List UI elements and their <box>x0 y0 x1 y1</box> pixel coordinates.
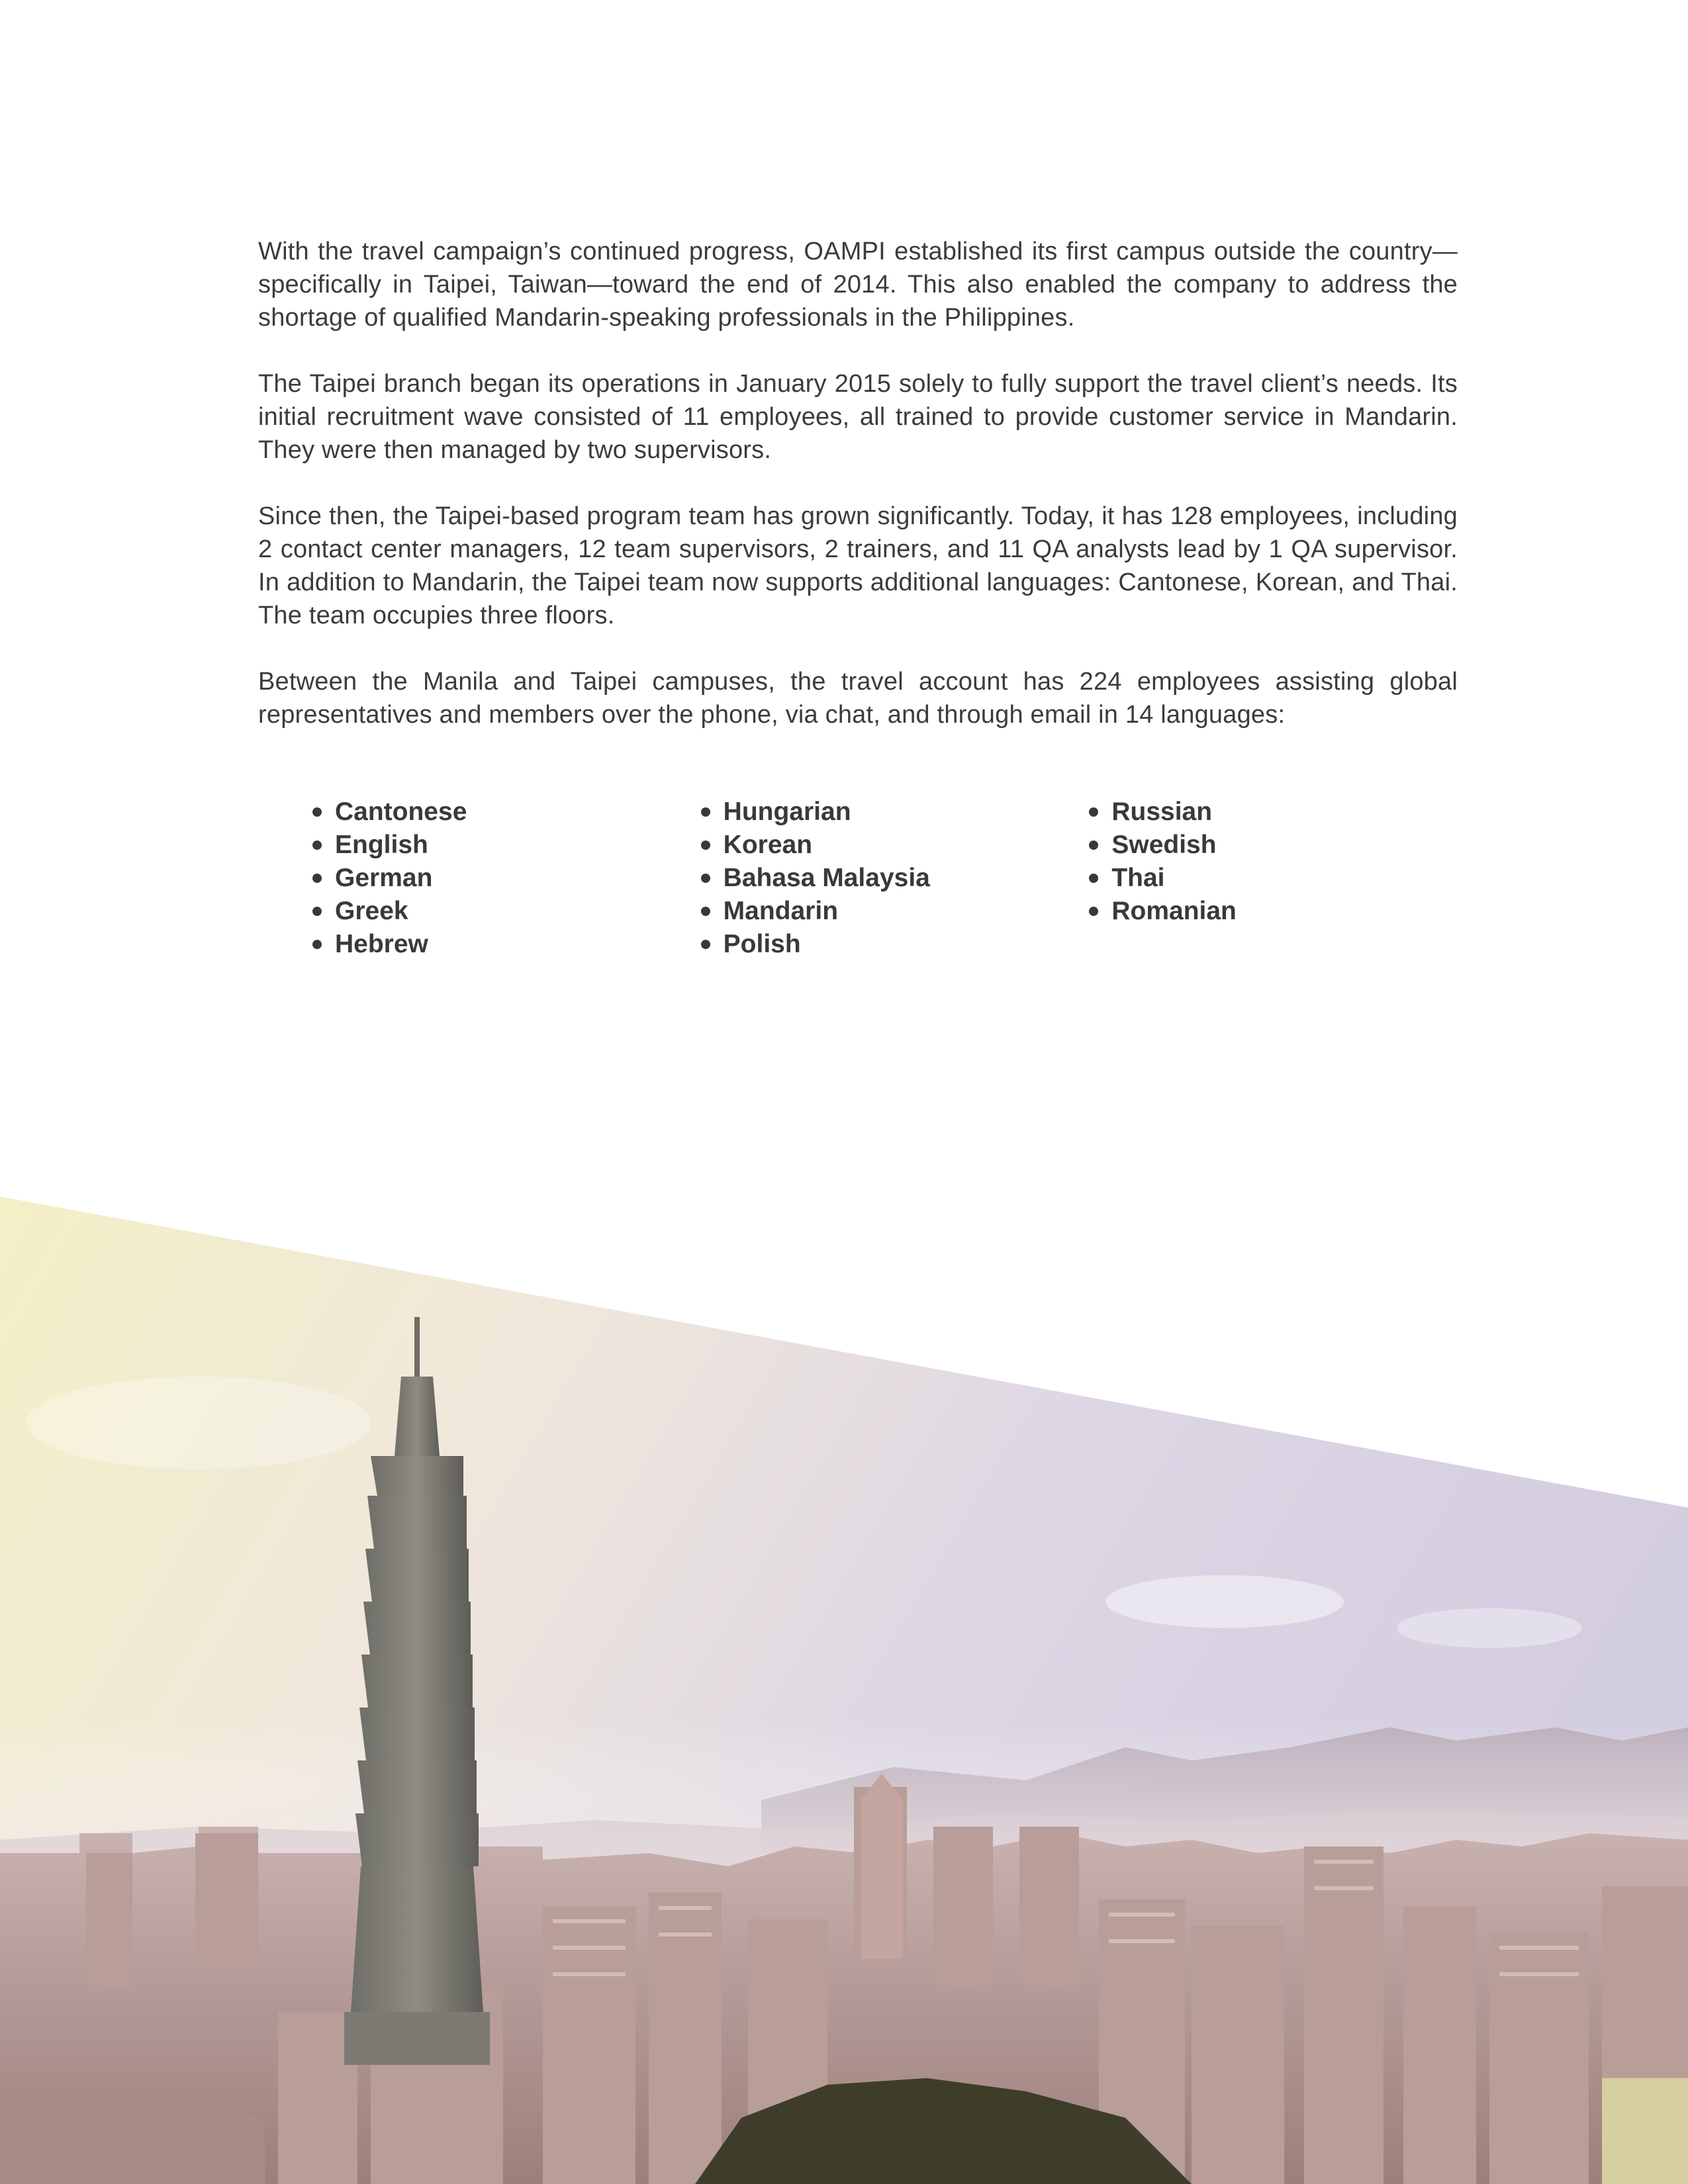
language-label: Russian <box>1111 797 1213 826</box>
paragraph-taipei-branch: The Taipei branch began its operations in January 2015 solely to fully support the travel client’s needs. Its initial recruitment wave consisted of 11 employees, all trained to provide customer service in Mandarin. They were then managed by two supervisors. <box>258 370 1458 464</box>
cloud <box>26 1377 371 1469</box>
language-label: Polish <box>723 930 801 958</box>
cloud <box>1105 1575 1344 1628</box>
language-label: Romanian <box>1111 897 1237 925</box>
language-label: Greek <box>335 897 408 925</box>
foreground-building <box>1602 2078 1688 2184</box>
language-label: Hebrew <box>335 930 428 958</box>
paragraph-languages-intro: Between the Manila and Taipei campuses, the travel account has 224 employees assisting global representatives and members over the phone, via chat, and through email in 14 languages: <box>258 668 1458 729</box>
language-label: Swedish <box>1111 831 1217 859</box>
language-label: English <box>335 831 428 859</box>
language-label: Thai <box>1111 864 1165 892</box>
language-label: Mandarin <box>723 897 839 925</box>
language-label: German <box>335 864 433 892</box>
spire-building <box>861 1774 903 1959</box>
language-label: Hungarian <box>723 797 851 826</box>
language-label: Cantonese <box>335 797 467 826</box>
paragraph-team-growth: Since then, the Taipei-based program team has grown significantly. Today, it has 128 employees, including 2 contact center managers, 12 team supervisors, 2 trainers, and 11 QA analysts lead by 1 QA supervisor. In addition to Mandarin, the Taipei team now supports additional languages: Cantonese, Korean, and Thai. The team occupies three floors. <box>258 502 1458 629</box>
language-label: Bahasa Malaysia <box>723 864 930 892</box>
paragraph-campus-outside: With the travel campaign’s continued progress, OAMPI established its first campus outside the country—specifically in Taipei, Taiwan—toward the end of 2014. This also enabled the company to address the shortage of qualified Mandarin-speaking professionals in the Philippines. <box>258 238 1458 332</box>
language-label: Korean <box>723 831 813 859</box>
cloud <box>1397 1608 1582 1648</box>
